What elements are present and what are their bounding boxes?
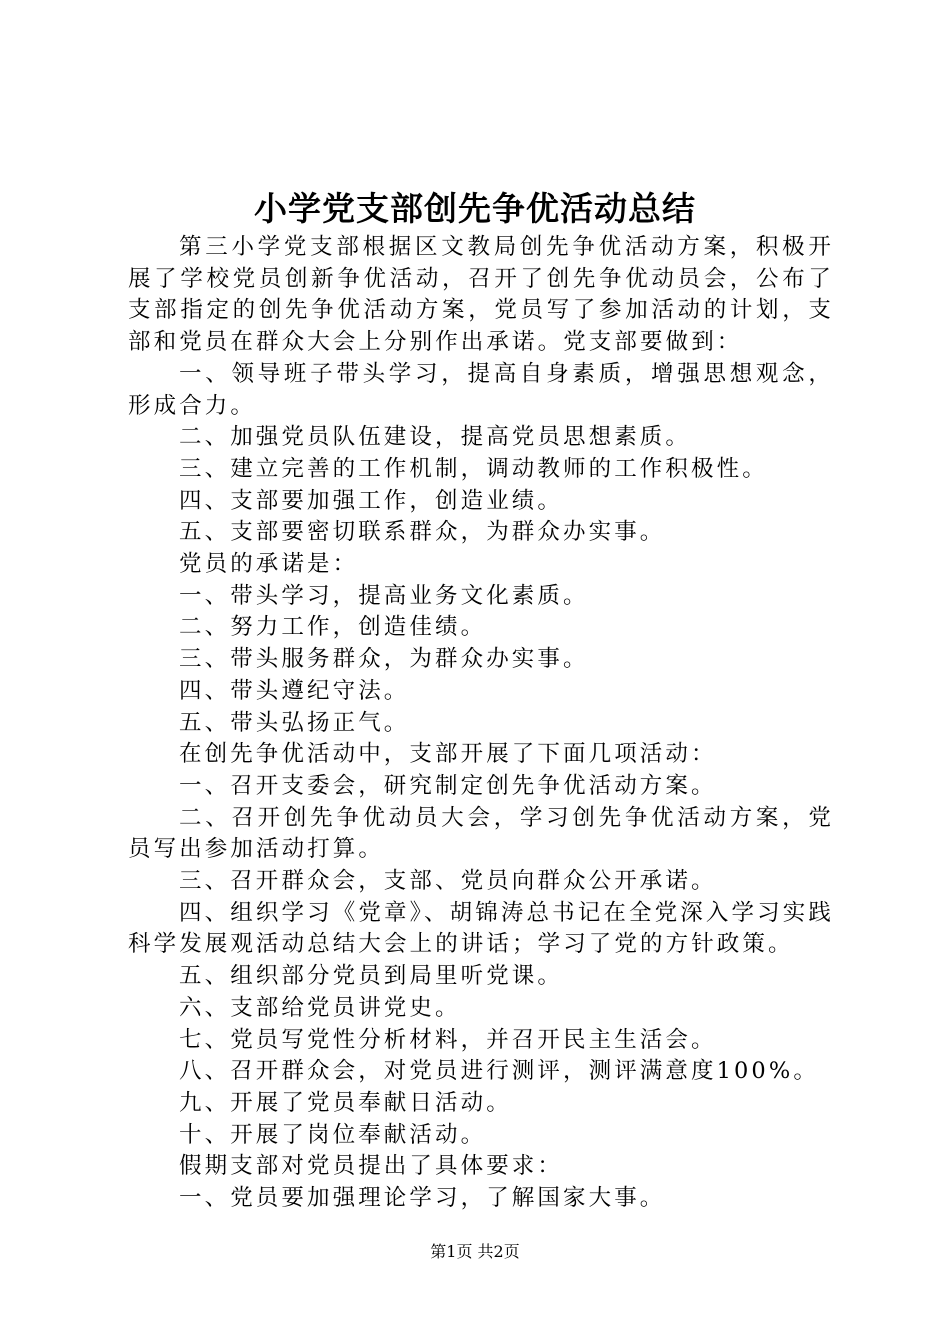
paragraph: 一、召开支委会，研究制定创先争优活动方案。 bbox=[179, 772, 717, 799]
paragraph: 五、带头弘扬正气。 bbox=[179, 709, 410, 736]
paragraph: 二、加强党员队伍建设，提高党员思想素质。 bbox=[179, 424, 692, 451]
paragraph: 二、努力工作，创造佳绩。 bbox=[179, 614, 487, 641]
paragraph: 三、召开群众会，支部、党员向群众公开承诺。 bbox=[179, 868, 717, 895]
paragraph: 五、组织部分党员到局里听党课。 bbox=[179, 963, 564, 990]
paragraph: 三、带头服务群众，为群众办实事。 bbox=[179, 646, 589, 673]
paragraph: 三、建立完善的工作机制，调动教师的工作积极性。 bbox=[179, 455, 768, 482]
page-number-footer: 第1页 共2页 bbox=[430, 1242, 520, 1261]
paragraph: 一、领导班子带头学习，提高自身素质，增强思想观念，形成合力。 bbox=[128, 360, 834, 419]
paragraph: 党员的承诺是： bbox=[179, 551, 359, 578]
paragraph: 一、带头学习，提高业务文化素质。 bbox=[179, 582, 589, 609]
paragraph: 四、组织学习《党章》、胡锦涛总书记在全党深入学习实践科学发展观活动总结大会上的讲话；学习了党的方针政策。 bbox=[128, 899, 834, 958]
paragraph: 十、开展了岗位奉献活动。 bbox=[179, 1121, 487, 1148]
paragraph: 六、支部给党员讲党史。 bbox=[179, 994, 461, 1021]
paragraph: 五、支部要密切联系群众，为群众办实事。 bbox=[179, 519, 666, 546]
paragraph: 第三小学党支部根据区文教局创先争优活动方案，积极开展了学校党员创新争优活动，召开了创先争优动员会，公布了支部指定的创先争优活动方案，党员写了参加活动的计划，支部和党员在群众大会上分别作出承诺。党支部要做到： bbox=[128, 234, 834, 356]
paragraph: 一、党员要加强理论学习，了解国家大事。 bbox=[179, 1185, 666, 1212]
paragraph: 四、支部要加强工作，创造业绩。 bbox=[179, 487, 564, 514]
paragraph: 九、开展了党员奉献日活动。 bbox=[179, 1089, 512, 1116]
paragraph: 七、党员写党性分析材料，并召开民主生活会。 bbox=[179, 1026, 717, 1053]
paragraph: 二、召开创先争优动员大会，学习创先争优活动方案，党员写出参加活动打算。 bbox=[128, 804, 834, 863]
paragraph: 在创先争优活动中，支部开展了下面几项活动： bbox=[179, 741, 717, 768]
document-title: 小学党支部创先争优活动总结 bbox=[254, 189, 696, 228]
document-body bbox=[128, 232, 834, 1215]
paragraph: 四、带头遵纪守法。 bbox=[179, 677, 410, 704]
paragraph: 假期支部对党员提出了具体要求： bbox=[179, 1153, 564, 1180]
paragraph: 八、召开群众会，对党员进行测评，测评满意度100%。 bbox=[179, 1058, 819, 1085]
